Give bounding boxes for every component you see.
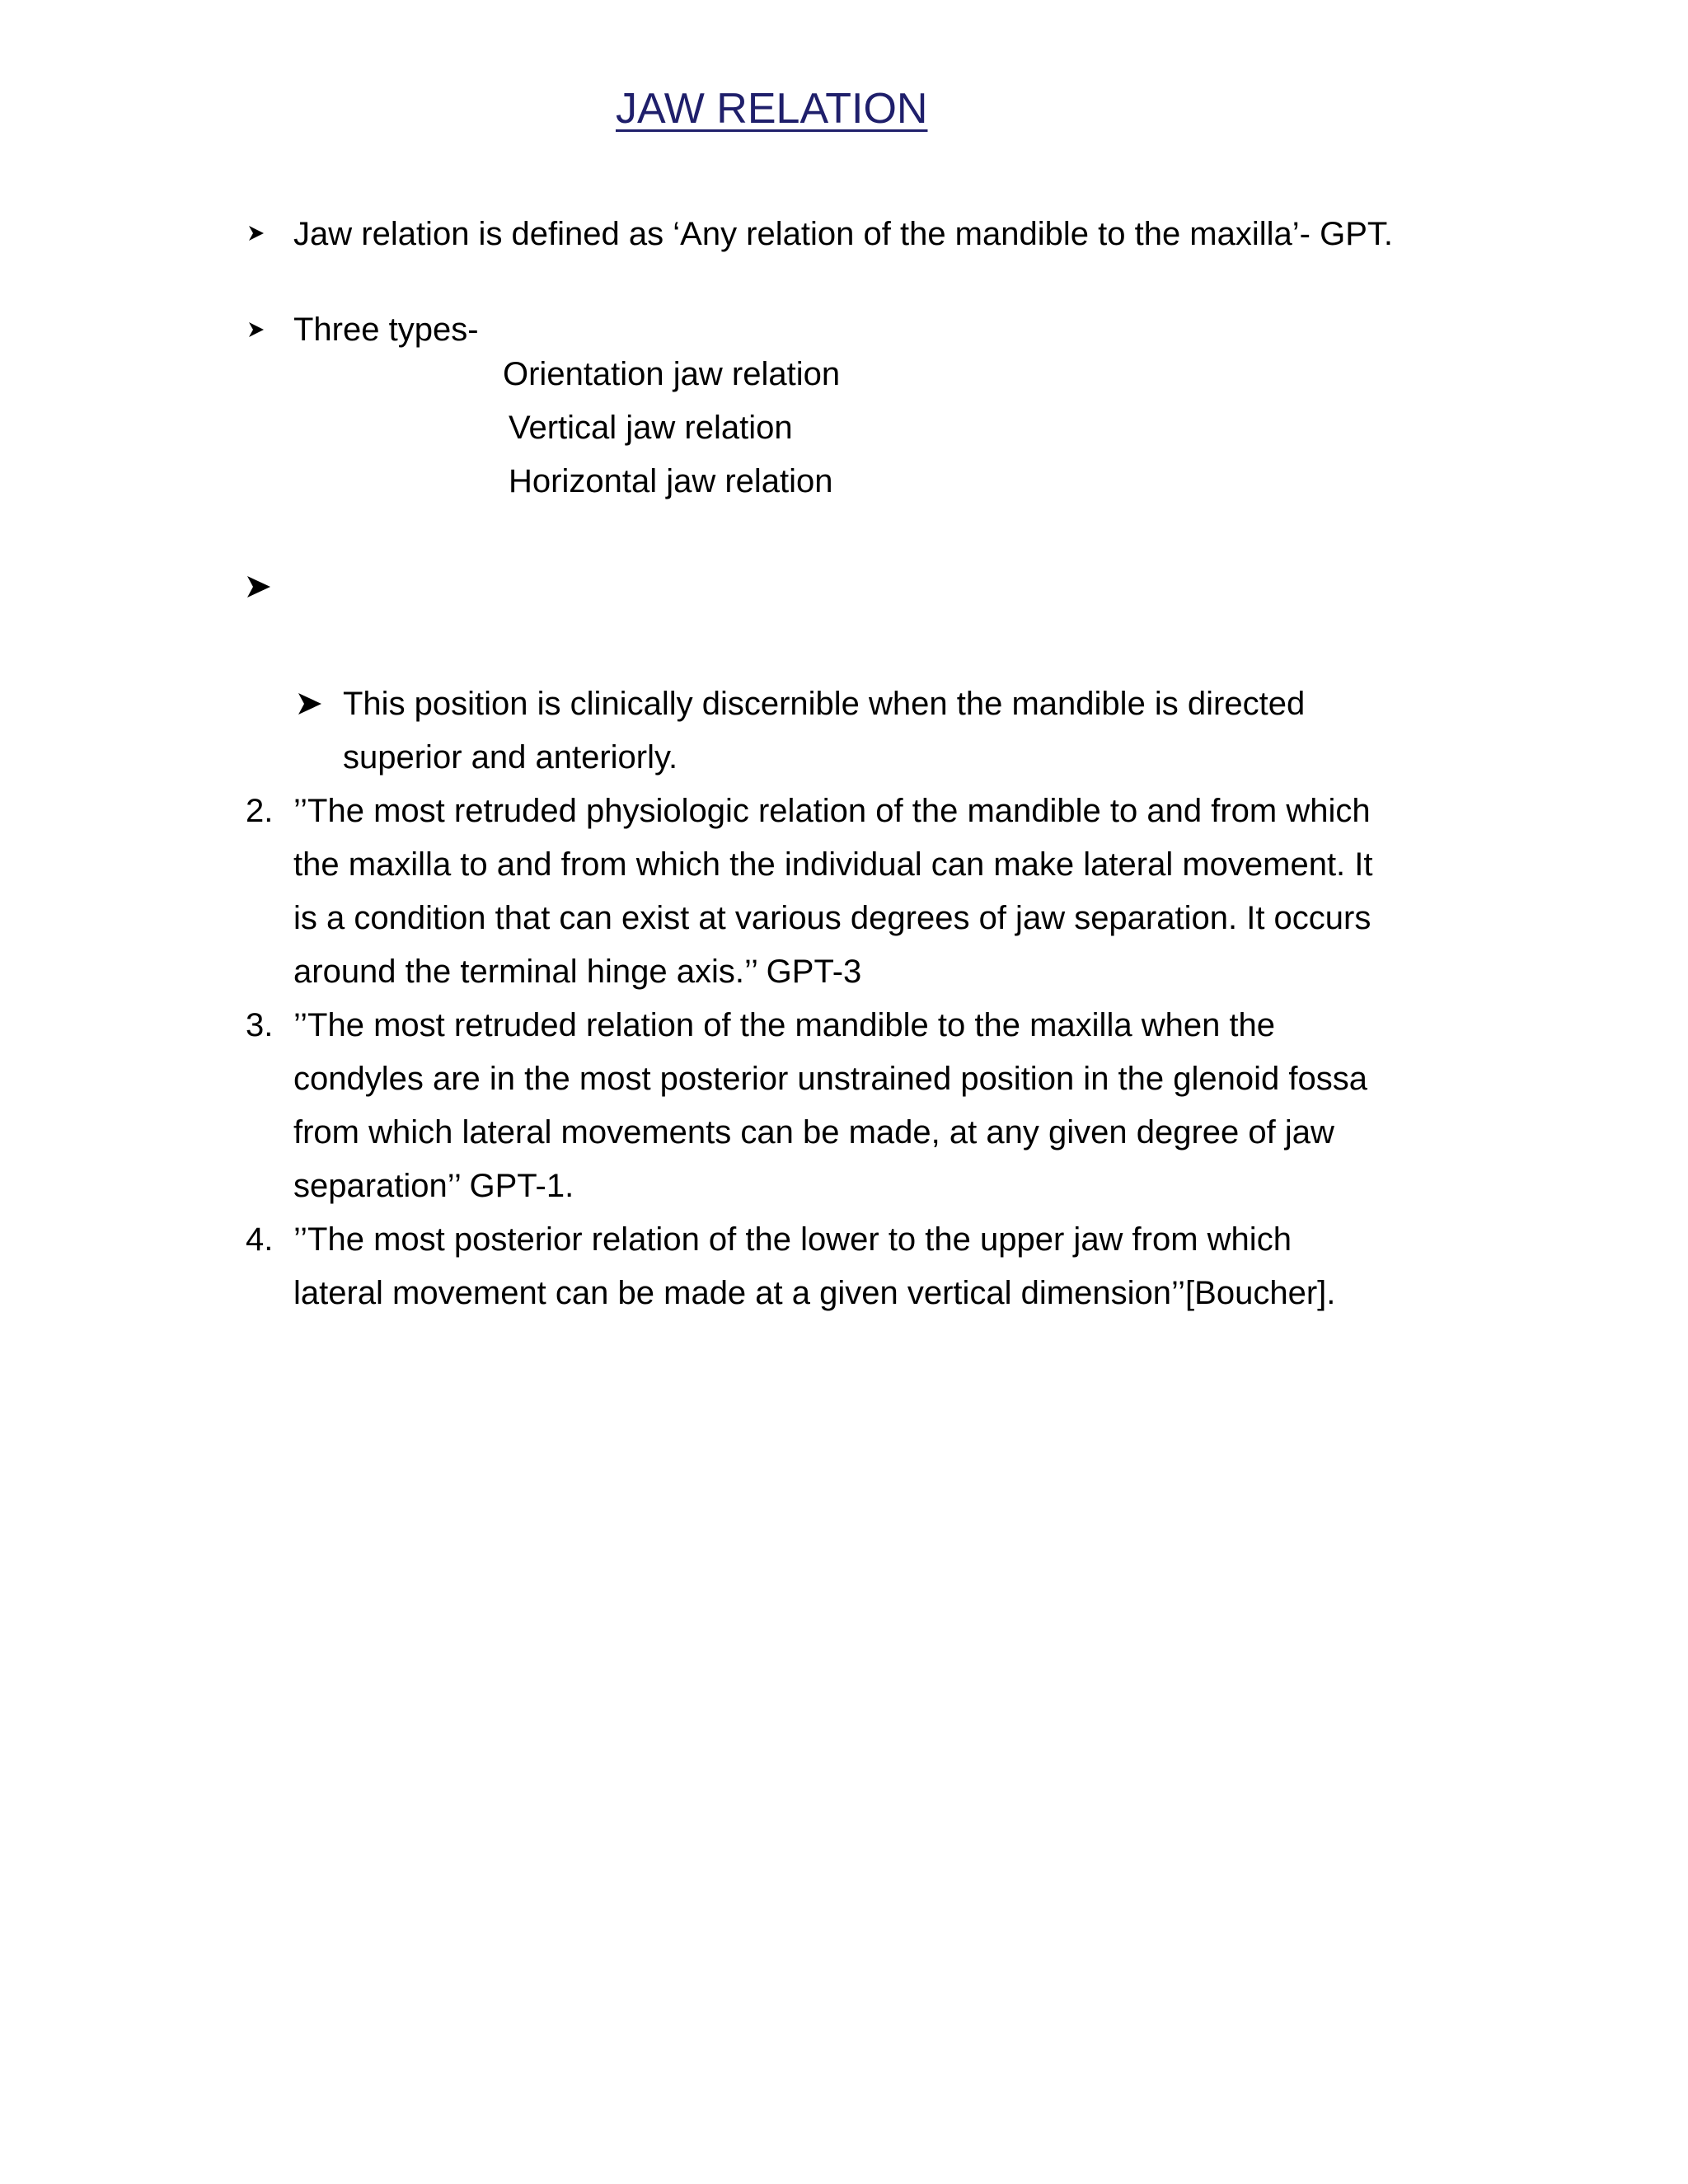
list-number: 4. [246,1221,274,1258]
arrowhead-bullet-icon [297,691,323,717]
list-item-line: is a condition that can exist at various degrees of jaw separation. It occurs [293,900,1372,936]
list-item-line: ’’The most retruded physiologic relation of the mandible to and from which [293,793,1371,829]
arrowhead-bullet-icon [247,224,265,242]
type-item-vertical: Vertical jaw relation [509,410,793,446]
arrowhead-bullet-icon [246,574,272,600]
sub-bullet-line: This position is clinically discernible when the mandible is directed [343,686,1306,722]
definition-text: Jaw relation is defined as ‘Any relation of the mandible to the maxilla’- GPT. [293,216,1394,252]
list-number: 3. [246,1007,274,1043]
type-item-orientation: Orientation jaw relation [503,356,841,392]
three-types-label: Three types- [293,312,479,348]
list-number: 2. [246,793,274,829]
list-item-line: separation’’ GPT-1. [293,1168,574,1204]
arrowhead-bullet-icon [247,321,265,339]
list-item-line: around the terminal hinge axis.’’ GPT-3 [293,954,862,990]
list-item-line: the maxilla to and from which the individual can make lateral movement. It [293,846,1373,883]
list-item-line: from which lateral movements can be made, at any given degree of jaw [293,1114,1334,1151]
page-title: JAW RELATION [616,85,928,133]
list-item-line: ’’The most posterior relation of the lower to the upper jaw from which [293,1221,1292,1258]
sub-bullet-line: superior and anteriorly. [343,739,678,776]
list-item-line: condyles are in the most posterior unstrained position in the glenoid fossa [293,1061,1367,1097]
list-item-line: ’’The most retruded relation of the mandible to the maxilla when the [293,1007,1276,1043]
type-item-horizontal: Horizontal jaw relation [509,463,833,499]
list-item-line: lateral movement can be made at a given vertical dimension’’[Boucher]. [293,1275,1336,1311]
